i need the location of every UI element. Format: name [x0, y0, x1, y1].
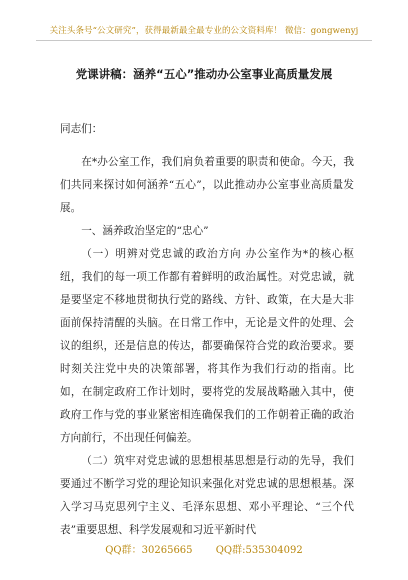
- document-body: [60, 118, 354, 542]
- page-header: 关注头条号“公文研究”，获得最新最全最专业的公文资料库！ 微信：gongwenyj: [49, 26, 359, 36]
- greeting: 同志们：: [60, 123, 103, 135]
- page-footer: [0, 541, 408, 556]
- footer-qq-group-1: QQ群：30265665: [105, 545, 193, 556]
- paragraph-1: （一）明辨对党忠诚的政治方向 办公室作为*的核心枢纽，我们的每一项工作都有着鲜明的政治属性。对党忠诚，就是要坚定不移地贯彻执行党的路线、方针、政策，在大是大非面前保持清醒的头脑。在日常工作中，无论是文件的处理、会议的组织，还是信息的传达，都要确保符合党的政治要求。要时刻关注党中央的决策部署，将其作为我们行动的指南。比如，在制定政府工作计划时，要将党的发展战略融入其中，使政府工作与党的事业紧密相连确保我们的工作朝着正确的政治方向前行，不出现任何偏差。: [60, 248, 354, 444]
- section-heading-1: 一、涵养政治坚定的“忠心”: [81, 225, 209, 237]
- header-divider: [36, 40, 372, 41]
- paragraph-2: （二）筑牢对党忠诚的思想根基思想是行动的先导，我们要通过不断学习党的理论知识来强化对党忠诚的思想根基。深入学习马克思列宁主义、毛泽东思想、邓小平理论、“三个代表”重要思想、科学发展观和习近平新时代: [60, 455, 354, 536]
- paragraph-intro: 在*办公室工作，我们肩负着重要的职责和使命。今天，我们共同来探讨如何涵养“五心”，以此推动办公室事业高质量发展。: [60, 156, 354, 214]
- footer-qq-group-2: QQ群:535304092: [215, 545, 303, 556]
- document-title: 党课讲稿：涵养“五心”推动办公室事业高质量发展: [75, 67, 333, 81]
